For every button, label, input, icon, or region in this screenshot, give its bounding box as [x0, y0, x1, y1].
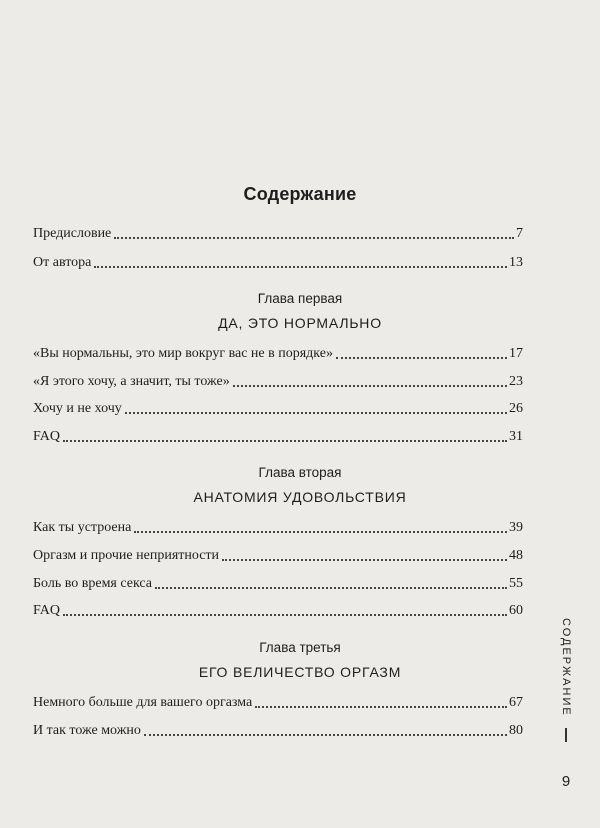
leader-dots	[144, 734, 507, 736]
leader-dots	[63, 440, 507, 442]
toc-entry-page: 55	[509, 576, 523, 591]
toc-entry[interactable]	[33, 374, 523, 390]
toc-entry-page: 26	[509, 401, 523, 416]
toc-entry[interactable]	[33, 255, 523, 271]
toc-entry-page: 67	[509, 695, 523, 710]
toc-entry[interactable]	[33, 226, 523, 242]
chapter-label: Глава вторая	[258, 465, 342, 480]
toc-entry-page: 13	[509, 255, 523, 270]
toc-entry-title: От автора	[33, 255, 92, 270]
toc-entry-title: Предисловие	[33, 226, 112, 241]
toc-entry[interactable]	[33, 603, 523, 619]
leader-dots	[155, 587, 507, 589]
toc-entry-page: 39	[509, 520, 523, 535]
toc-entry-page: 60	[509, 603, 523, 618]
leader-dots	[336, 357, 507, 359]
running-header-label: СОДЕРЖАНИЕ	[560, 617, 572, 717]
leader-dots	[94, 266, 507, 268]
toc-entry[interactable]	[33, 346, 523, 362]
toc-entry-page: 23	[509, 374, 523, 389]
toc-entry-title: Хочу и не хочу	[33, 401, 122, 416]
toc-entry[interactable]	[33, 429, 523, 445]
toc-entry-title: «Вы нормальны, это мир вокруг вас не в порядке»	[33, 346, 333, 361]
leader-dots	[114, 237, 514, 239]
toc-entry-title: Боль во время секса	[33, 576, 153, 591]
toc-title: Содержание	[243, 184, 357, 204]
toc-entry[interactable]	[33, 520, 523, 536]
toc-entry-title: Как ты устроена	[33, 520, 132, 535]
chapter-label: Глава третья	[259, 640, 341, 655]
toc-entry[interactable]	[33, 548, 523, 564]
toc-entry-page: 48	[509, 548, 523, 563]
toc-entry[interactable]	[33, 695, 523, 711]
toc-entry-title: FAQ	[33, 603, 60, 618]
toc-entry-page: 7	[516, 226, 523, 241]
leader-dots	[222, 559, 507, 561]
running-header	[556, 612, 576, 722]
chapter-name: ЕГО ВЕЛИЧЕСТВО ОРГАЗМ	[198, 664, 402, 680]
toc-entry-page: 31	[509, 429, 523, 444]
toc-entry-title: И так тоже можно	[33, 723, 141, 738]
toc-entry-title: «Я этого хочу, а значит, ты тоже»	[33, 374, 230, 389]
leader-dots	[134, 531, 507, 533]
chapter-name: АНАТОМИЯ УДОВОЛЬСТВИЯ	[193, 489, 407, 505]
leader-dots	[233, 385, 507, 387]
toc-entry[interactable]	[33, 576, 523, 592]
leader-dots	[63, 614, 507, 616]
toc-entry-title: Оргазм и прочие неприятности	[33, 548, 220, 563]
leader-dots	[255, 706, 507, 708]
leader-dots	[125, 412, 507, 414]
toc-entry-title: FAQ	[33, 429, 60, 444]
toc-entry-title: Немного больше для вашего оргазма	[33, 695, 253, 710]
toc-entry-page: 80	[509, 723, 523, 738]
running-header-rule	[565, 728, 567, 742]
chapter-label: Глава первая	[257, 291, 343, 306]
chapter-name: ДА, ЭТО НОРМАЛЬНО	[218, 315, 382, 331]
toc-entry[interactable]	[33, 401, 523, 417]
toc-entry[interactable]	[33, 723, 523, 739]
page-number: 9	[561, 773, 571, 790]
toc-entry-page: 17	[509, 346, 523, 361]
